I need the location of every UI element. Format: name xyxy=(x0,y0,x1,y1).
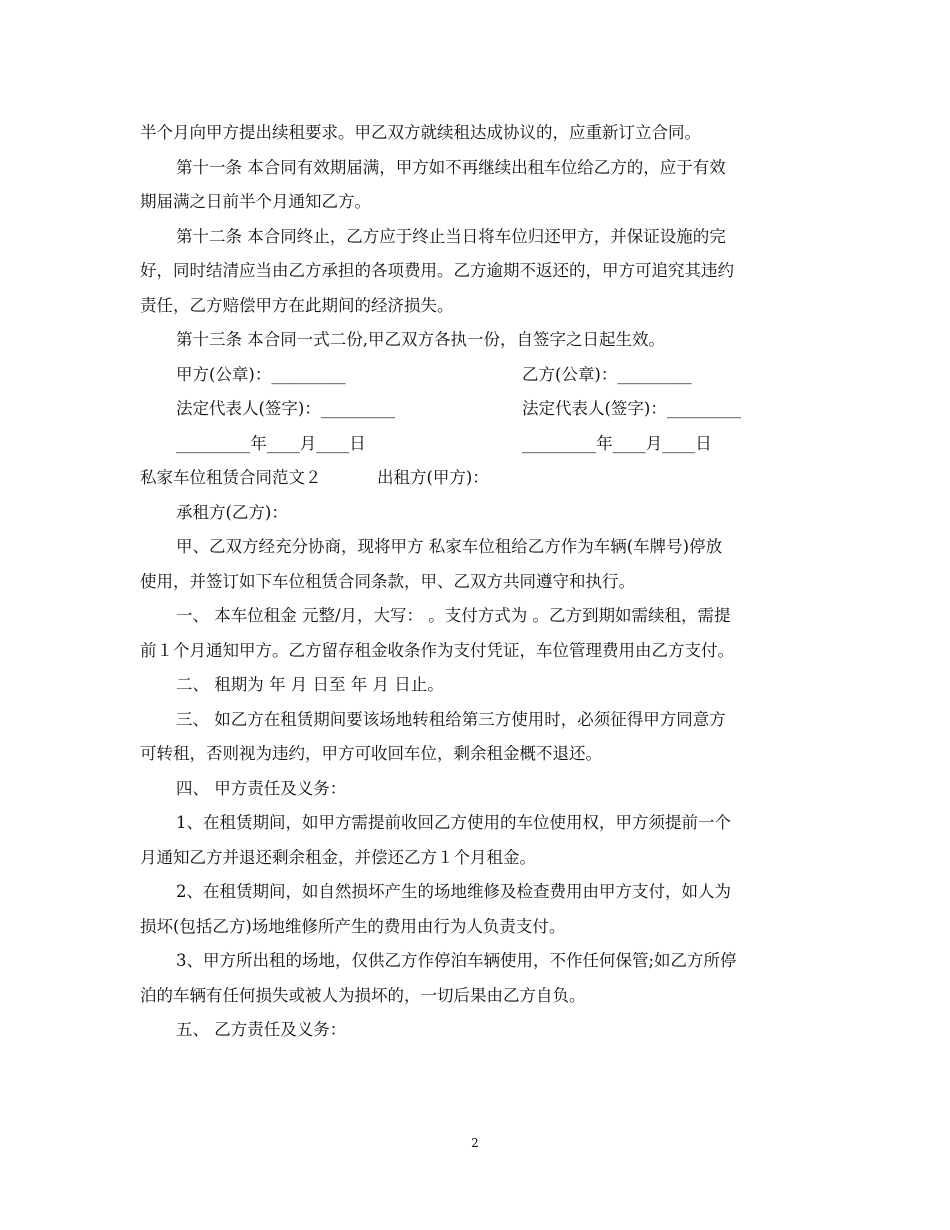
paragraph-line: 甲、乙双方经充分协商，现将甲方 私家车位租给乙方作为车辆(车牌号)停放 xyxy=(176,537,723,556)
party-b-seal-field: 乙方(公章)：_________ xyxy=(522,364,692,384)
paragraph-line: 损坏(包括乙方)场地维修所产生的费用由行为人负责支付。 xyxy=(140,916,566,936)
paragraph-line: 泊的车辆有任何损失或被人为损坏的，一切后果由乙方自负。 xyxy=(140,985,586,1005)
clause-3-line: 三、 如乙方在租赁期间要该场地转租给第三方使用时，必须征得甲方同意方 xyxy=(176,709,726,729)
clause-4-item-3-line: 3、甲方所出租的场地，仅供乙方作停泊车辆使用，不作任何保管;如乙方所停 xyxy=(176,951,737,970)
signature-date-row xyxy=(140,427,810,462)
clause-2-line: 二、 租期为 年 月 日至 年 月 日止。 xyxy=(176,675,444,694)
paragraph-line: 责任，乙方赔偿甲方在此期间的经济损失。 xyxy=(140,295,454,315)
party-a-date-field: _________年____月____日 xyxy=(176,433,366,453)
second-doc-heading-line xyxy=(140,461,810,496)
article-13-line: 第十三条 本合同一式二份,甲乙双方各执一份，自签字之日起生效。 xyxy=(176,330,665,349)
signature-seal-row xyxy=(140,358,810,393)
clause-4-item-1-line: 1、在租赁期间，如甲方需提前收回乙方使用的车位使用权，甲方须提前一个 xyxy=(176,813,731,832)
paragraph-line: 期届满之日前半个月通知乙方。 xyxy=(140,192,371,211)
paragraph-line: 使用，并签订如下车位租赁合同条款，甲、乙双方共同遵守和执行。 xyxy=(140,571,635,591)
paragraph-line: 半个月向甲方提出续租要求。甲乙双方就续租达成协议的，应重新订立合同。 xyxy=(140,123,701,142)
clause-5-heading: 五、 乙方责任及义务： xyxy=(176,1020,347,1039)
second-doc-title: 私家车位租赁合同范文２ xyxy=(140,468,322,487)
clause-4-heading: 四、 甲方责任及义务： xyxy=(176,778,347,798)
document-body xyxy=(140,116,810,1048)
party-a-rep-field: 法定代表人(签字)：_________ xyxy=(176,399,396,418)
paragraph-line: 前１个月通知甲方。乙方留存租金收条作为支付凭证，车位管理费用由乙方支付。 xyxy=(140,640,734,660)
clause-4-item-2-line: 2、在租赁期间，如自然损坏产生的场地维修及检查费用由甲方支付，如人为 xyxy=(176,882,731,901)
party-b-rep-field: 法定代表人(签字)：_________ xyxy=(522,399,742,418)
paragraph-line: 可转租，否则视为违约，甲方可收回车位，剩余租金概不退还。 xyxy=(140,744,602,763)
signature-rep-row xyxy=(140,392,810,427)
paragraph-line: 好，同时结清应当由乙方承担的各项费用。乙方逾期不返还的，甲方可追究其违约 xyxy=(140,261,734,280)
article-11-line: 第十一条 本合同有效期届满，甲方如不再继续出租车位给乙方的，应于有效 xyxy=(176,157,726,177)
clause-1-line: 一、 本车位租金 元整/月，大写： 。支付方式为 。乙方到期如需续租，需提 xyxy=(176,606,731,625)
lessee-label: 承租方(乙方)： xyxy=(176,502,288,522)
party-a-seal-field: 甲方(公章)：_________ xyxy=(176,364,346,384)
page-number: 2 xyxy=(471,1136,479,1150)
paragraph-line: 月通知乙方并退还剩余租金，并偿还乙方１个月租金。 xyxy=(140,847,536,867)
lessor-label: 出租方(甲方)： xyxy=(377,468,489,487)
article-12-line: 第十二条 本合同终止，乙方应于终止当日将车位归还甲方，并保证设施的完 xyxy=(176,226,726,246)
party-b-date-field: _________年____月____日 xyxy=(522,433,712,453)
